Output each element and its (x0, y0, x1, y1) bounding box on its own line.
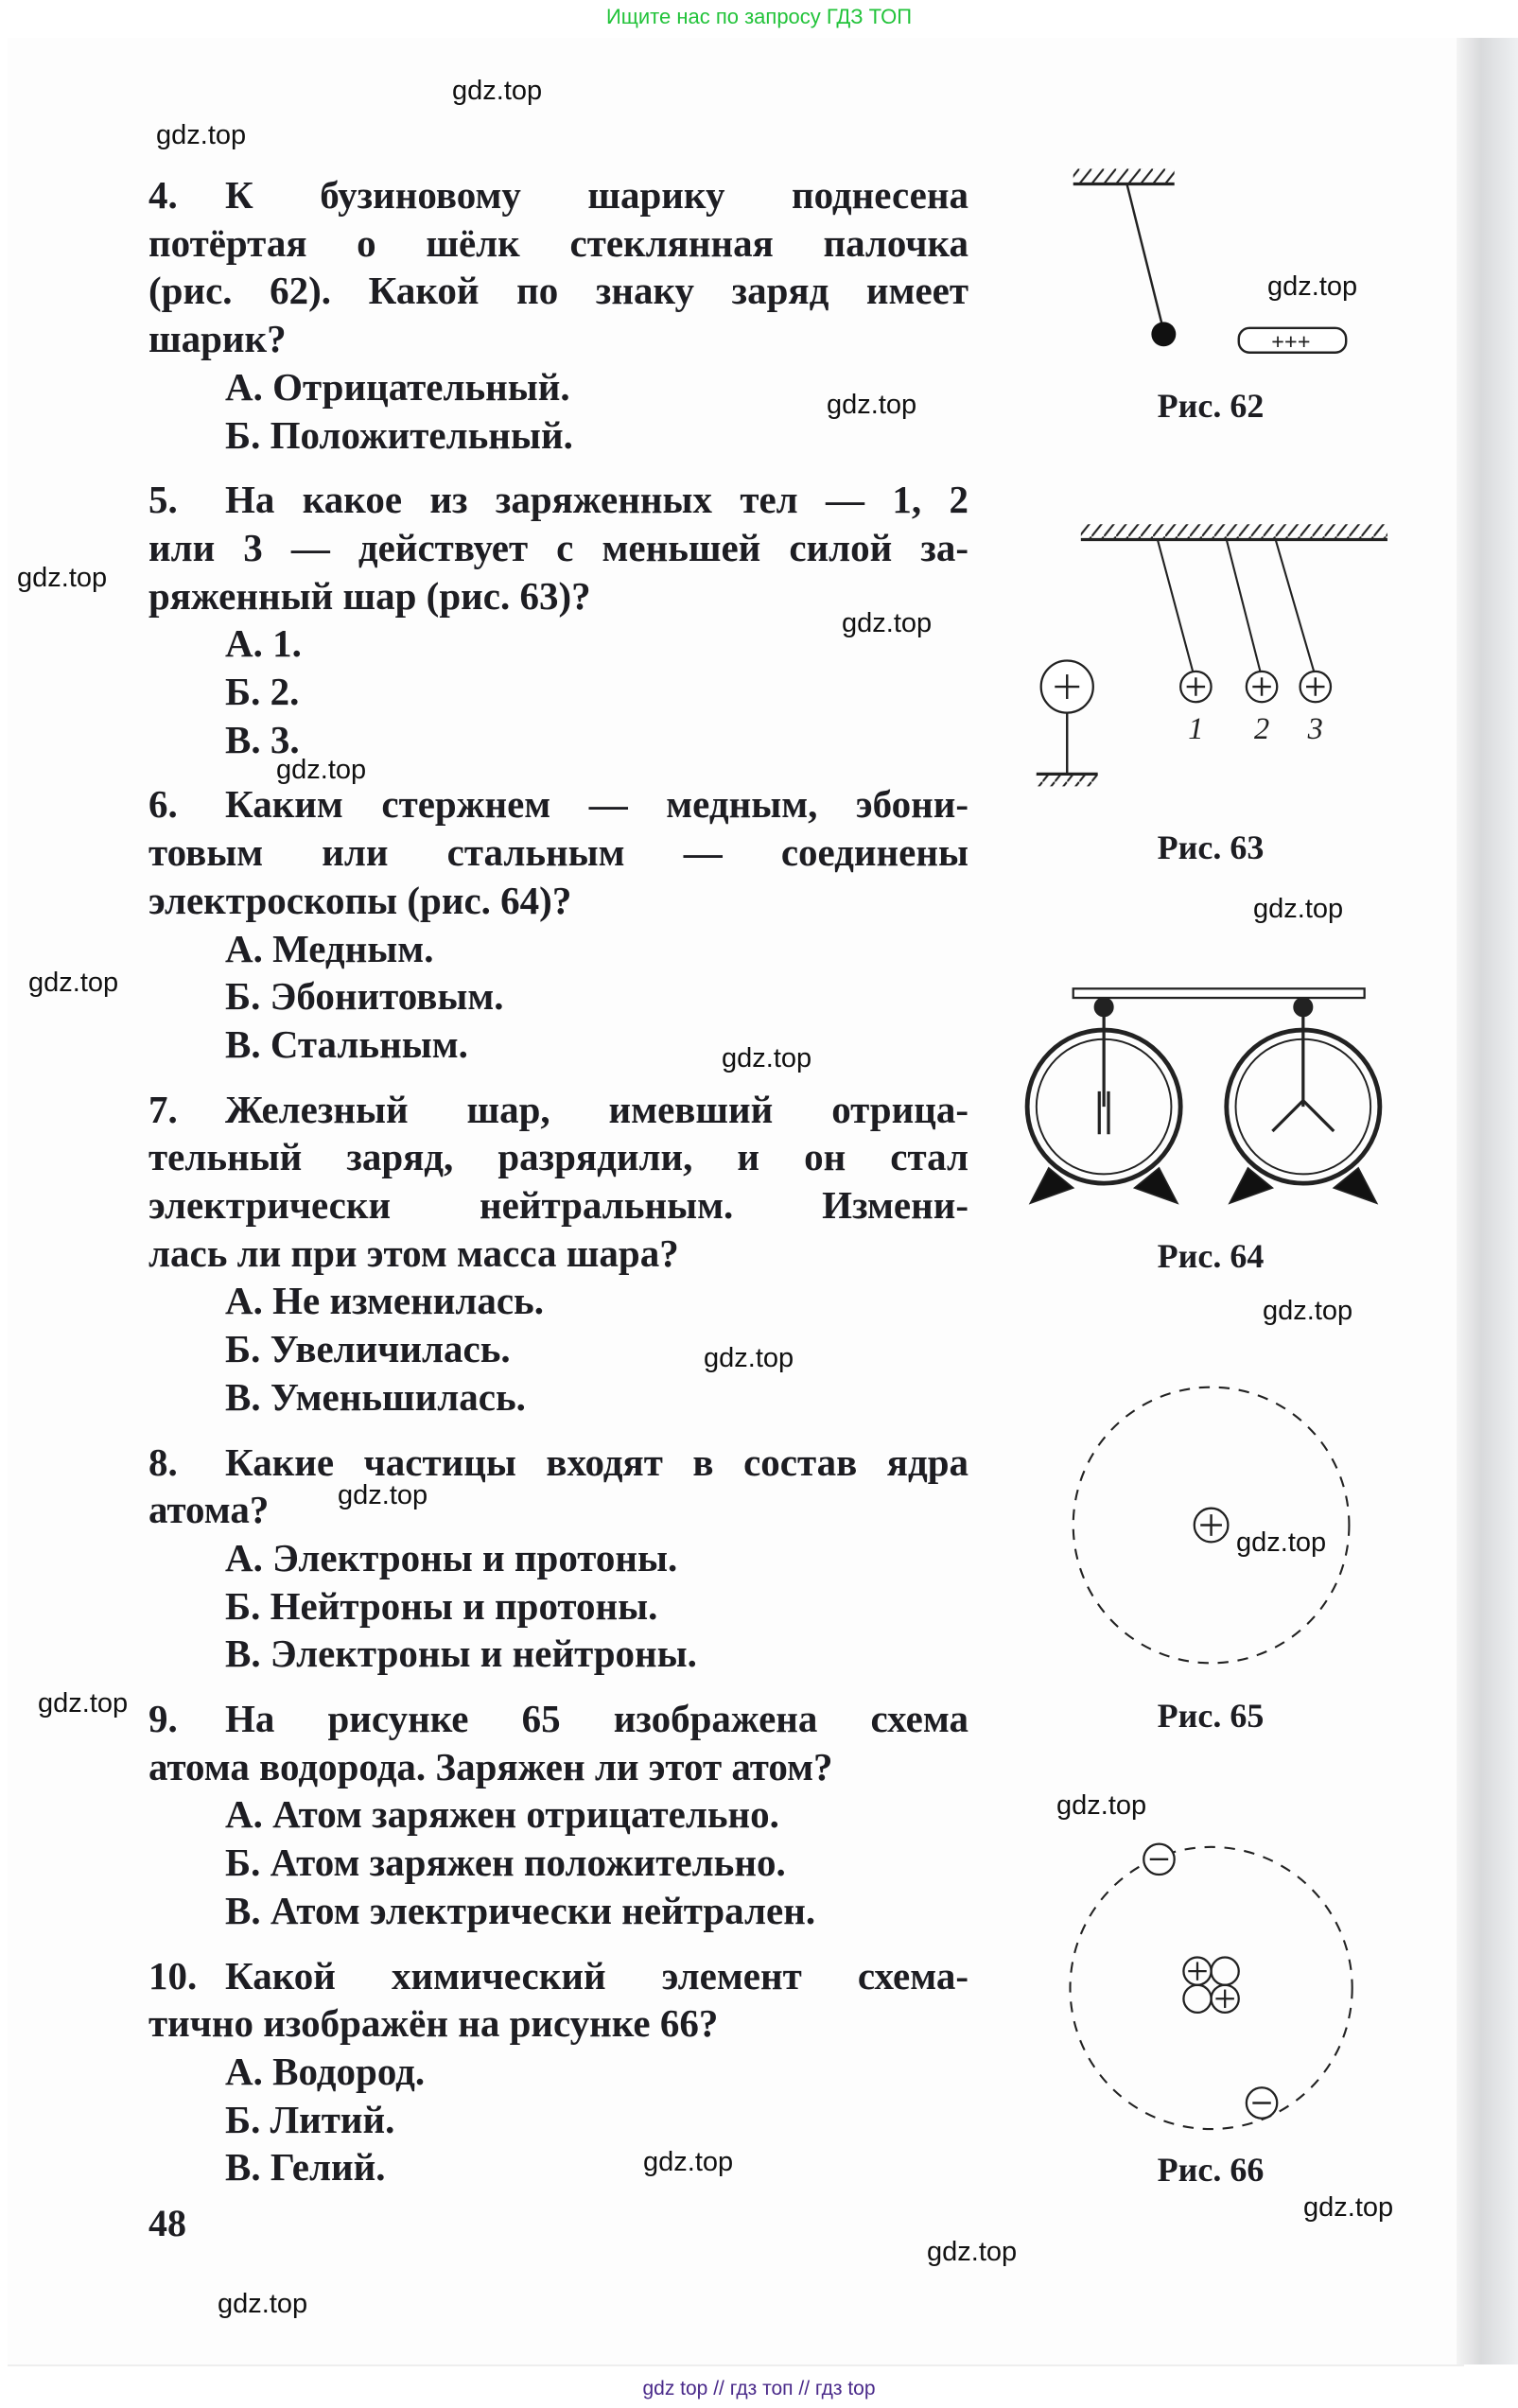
watermark-text: gdz.top (827, 390, 917, 420)
figure-62-caption: Рис. 62 (1157, 387, 1265, 425)
answer-option: А. Отрицательный. (225, 364, 570, 409)
question-text-line: Какие частицы входят в состав ядра (225, 1440, 968, 1484)
answer-option: В. Гелий. (225, 2145, 386, 2190)
figure-64-electroscopes (1027, 988, 1380, 1203)
answer-option: В. Атом электрически нейтрален. (225, 1888, 816, 1932)
footer-links[interactable]: gdz top // гдз топ // гдз top (642, 2378, 876, 2399)
question-text-line: лась ли при этом масса шара? (148, 1230, 679, 1275)
watermark-text: gdz.top (218, 2289, 308, 2319)
watermark-text: gdz.top (28, 968, 119, 998)
label-2: 2 (1253, 712, 1270, 747)
answer-option: В. Стальным. (225, 1021, 468, 1066)
watermark-text: gdz.top (1263, 1296, 1353, 1326)
question-text-line: товым или стальным — соединены (148, 830, 968, 875)
figure-66-caption: Рис. 66 (1157, 2151, 1265, 2189)
answer-option: В. 3. (225, 717, 300, 761)
question-text-line: шарик? (148, 317, 287, 361)
figure-64-caption: Рис. 64 (1157, 1237, 1265, 1275)
question-text-line: Каким стержнем — медным, эбони- (225, 782, 968, 827)
question-text-line: электроскопы (рис. 64)? (148, 878, 572, 922)
watermark-text: gdz.top (17, 563, 108, 593)
answer-option: Б. Эбонитовым. (225, 974, 504, 1019)
question-text-line: тично изображён на рисунке 66? (148, 2001, 719, 2046)
question-text-line: На рисунке 65 изображена схема (225, 1697, 968, 1740)
figure-62-pendulum (1073, 168, 1346, 355)
watermark-text: gdz.top (927, 2237, 1018, 2267)
question-number: 8. (148, 1440, 178, 1484)
answer-option: Б. Положительный. (225, 412, 573, 457)
answer-option: А. Не изменилась. (225, 1279, 544, 1323)
watermark-text: gdz.top (1236, 1527, 1327, 1558)
watermark-text: gdz.top (1267, 271, 1358, 302)
figure-63-caption: Рис. 63 (1157, 829, 1265, 866)
answer-option: А. Медным. (225, 926, 434, 970)
answer-option: В. Уменьшилась. (225, 1374, 526, 1419)
answer-option: В. Электроны и нейтроны. (225, 1632, 697, 1676)
label-3: 3 (1307, 712, 1323, 747)
question-text-line: К бузиновому шарику поднесена (225, 173, 968, 217)
question-text-line: потёртая о шёлк стеклянная палочка (148, 220, 968, 265)
answer-option: Б. Увеличилась. (225, 1327, 511, 1371)
question-text-line: электрически нейтральным. Измени- (148, 1183, 968, 1227)
ceiling-hatch (1073, 168, 1175, 183)
question-number: 5. (148, 478, 178, 522)
question-number: 7. (148, 1087, 178, 1131)
question-text-line: атома водорода. Заряжен ли этот атом? (148, 1744, 833, 1789)
search-banner[interactable]: Ищите нас по запросу ГДЗ ТОП (605, 5, 913, 28)
question-text-line: На какое из заряженных тел — 1, 2 (225, 478, 968, 522)
watermark-text: gdz.top (722, 1043, 812, 1073)
thread (1126, 183, 1161, 324)
question-text-line: Железный шар, имевший отрица- (225, 1087, 968, 1131)
watermark-text: gdz.top (1303, 2192, 1394, 2223)
connecting-rod (1073, 988, 1365, 998)
watermark-text: gdz.top (1253, 894, 1344, 924)
question-text-line: тельный заряд, разрядили, и он стал (148, 1135, 968, 1179)
figure-63-charged-bodies (1037, 524, 1387, 786)
question-text-line: атома? (148, 1488, 270, 1532)
watermark-text: gdz.top (643, 2147, 734, 2177)
answer-option: А. Водород. (225, 2049, 426, 2093)
watermark-text: gdz.top (338, 1480, 428, 1510)
figure-66-atom (1070, 1844, 1352, 2129)
watermark-text: gdz.top (842, 608, 933, 638)
question-text-line: или 3 — действует с меньшей силой за- (148, 525, 968, 569)
question-text-line: (рис. 62). Какой по знаку заряд имеет (148, 269, 968, 313)
watermark-text: gdz.top (452, 76, 543, 106)
answer-option: Б. Атом заряжен положительно. (225, 1841, 786, 1885)
watermark-text: gdz.top (276, 755, 367, 785)
question-number: 10. (148, 1953, 198, 1998)
question-number: 6. (148, 782, 178, 827)
answer-option: А. Электроны и протоны. (225, 1535, 678, 1579)
watermark-text: gdz.top (1056, 1790, 1147, 1821)
question-text-line: Какой химический элемент схема- (225, 1953, 968, 1998)
answer-option: Б. Литий. (225, 2097, 395, 2141)
answer-option: Б. 2. (225, 670, 300, 713)
page-number: 48 (148, 2202, 186, 2244)
watermark-text: gdz.top (704, 1343, 794, 1373)
answer-option: А. Атом заряжен отрицательно. (225, 1792, 779, 1837)
answer-option: Б. Нейтроны и протоны. (225, 1583, 658, 1628)
watermark-text: gdz.top (38, 1688, 129, 1719)
label-1: 1 (1188, 712, 1204, 747)
question-number: 4. (148, 173, 178, 217)
watermark-text: gdz.top (156, 120, 247, 150)
question-number: 9. (148, 1697, 178, 1740)
rod-charge-label: +++ (1271, 329, 1311, 356)
elder-ball (1151, 322, 1176, 346)
figure-65-hydrogen-atom (1073, 1387, 1350, 1664)
question-text-line: ряженный шар (рис. 63)? (148, 573, 591, 618)
figure-65-caption: Рис. 65 (1157, 1697, 1265, 1735)
answer-option: А. 1. (225, 621, 302, 666)
